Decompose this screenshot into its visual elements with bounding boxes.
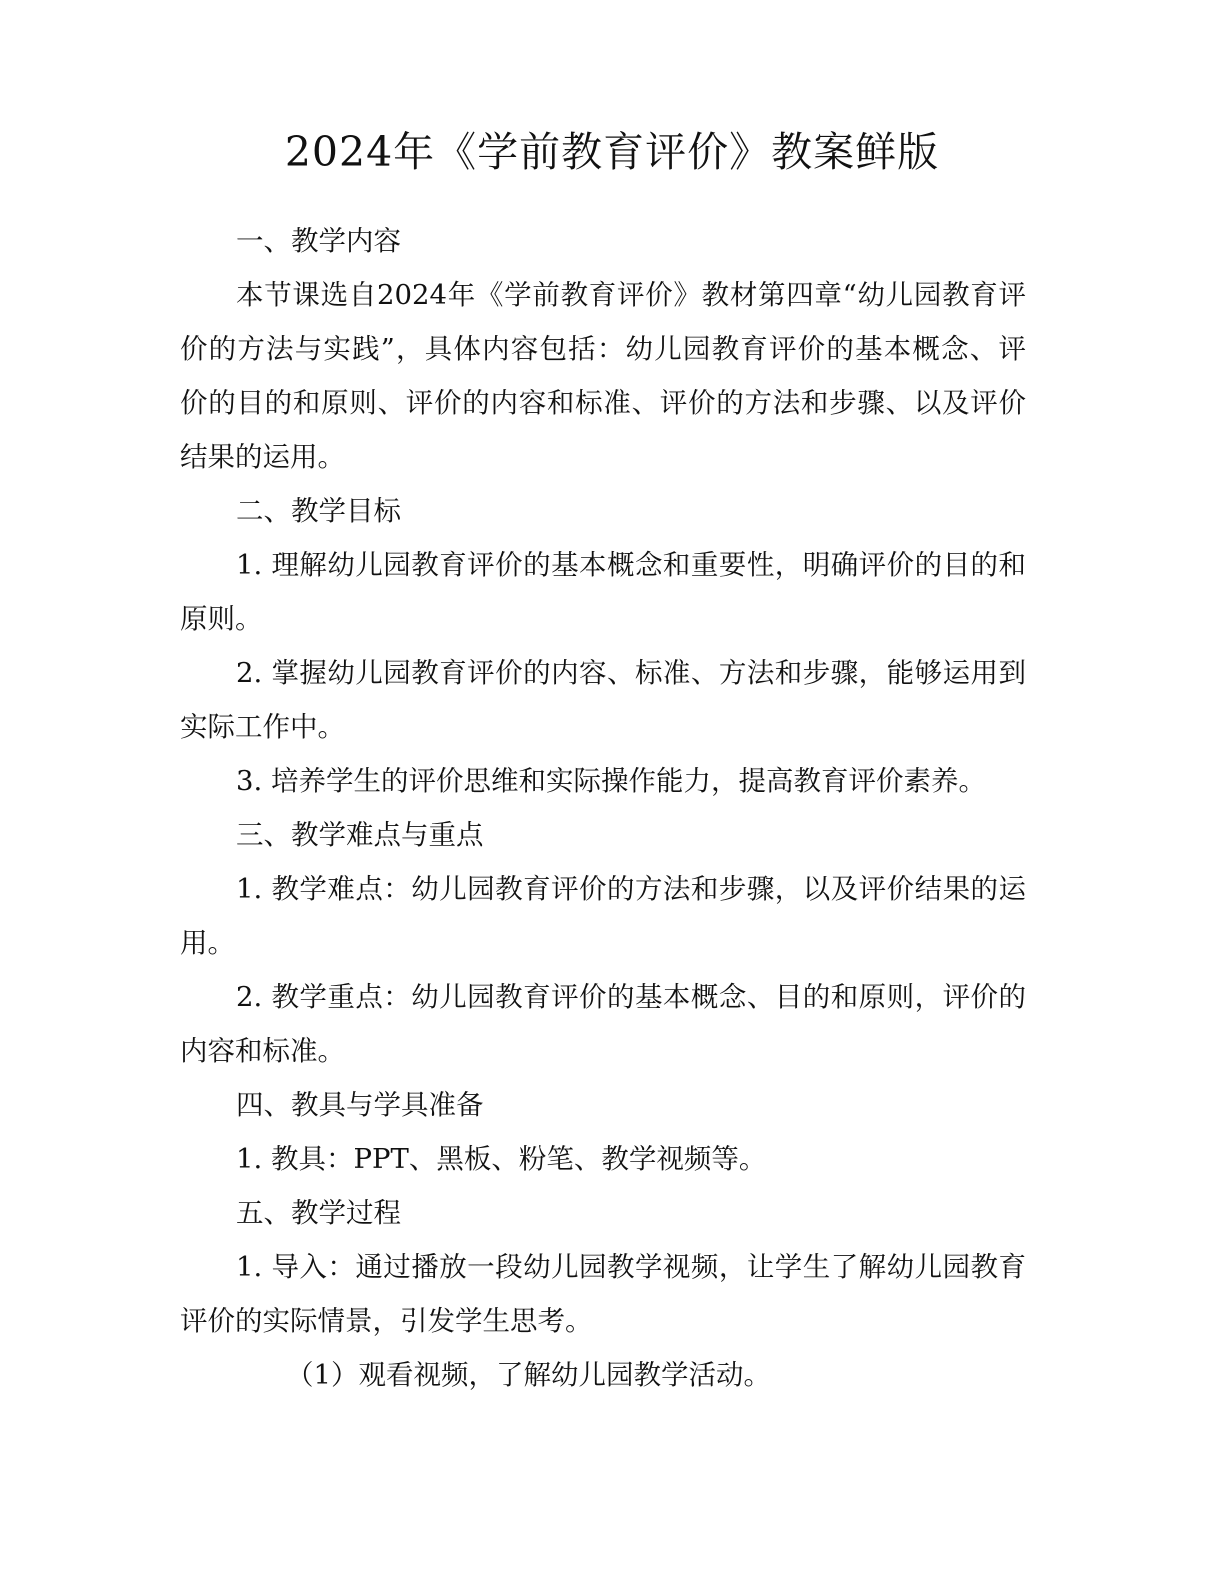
list-item-line: 评价的实际情景，引发学生思考。 (180, 1305, 593, 1337)
list-item-line: 内容和标准。 (180, 1035, 345, 1067)
section-heading-teaching-content: 一、教学内容 (236, 225, 401, 257)
section-heading-teaching-objectives: 二、教学目标 (236, 495, 401, 527)
list-item-line: 原则。 (180, 603, 263, 635)
paragraph-line: 本节课选自2024年《学前教育评价》教材第四章“幼儿园教育评 (236, 279, 1026, 311)
list-item-line: 2. 掌握幼儿园教育评价的内容、标准、方法和步骤，能够运用到 (236, 657, 1026, 689)
list-item-line: 1. 导入：通过播放一段幼儿园教学视频，让学生了解幼儿园教育 (236, 1251, 1026, 1283)
sub-list-item-line: （1）观看视频，了解幼儿园教学活动。 (286, 1359, 771, 1391)
list-item-line: 3. 培养学生的评价思维和实际操作能力，提高教育评价素养。 (236, 765, 986, 797)
list-item-line: 实际工作中。 (180, 711, 345, 743)
document-body (180, 214, 1026, 1402)
list-item-line: 用。 (180, 927, 235, 959)
list-item-line: 1. 教具：PPT、黑板、粉笔、教学视频等。 (236, 1143, 767, 1175)
list-item-line: 1. 理解幼儿园教育评价的基本概念和重要性，明确评价的目的和 (236, 549, 1026, 581)
list-item-line: 2. 教学重点：幼儿园教育评价的基本概念、目的和原则，评价的 (236, 981, 1026, 1013)
document-title: 2024年《学前教育评价》教案鲜版 (284, 128, 940, 176)
paragraph-line: 价的目的和原则、评价的内容和标准、评价的方法和步骤、以及评价 (180, 387, 1026, 419)
paragraph-line: 价的方法与实践”，具体内容包括：幼儿园教育评价的基本概念、评 (180, 333, 1026, 365)
section-heading-teaching-aids: 四、教具与学具准备 (236, 1089, 484, 1121)
list-item-line: 1. 教学难点：幼儿园教育评价的方法和步骤，以及评价结果的运 (236, 873, 1026, 905)
section-heading-teaching-process: 五、教学过程 (236, 1197, 401, 1229)
section-heading-difficulties-key-points: 三、教学难点与重点 (236, 819, 484, 851)
paragraph-line: 结果的运用。 (180, 441, 345, 473)
